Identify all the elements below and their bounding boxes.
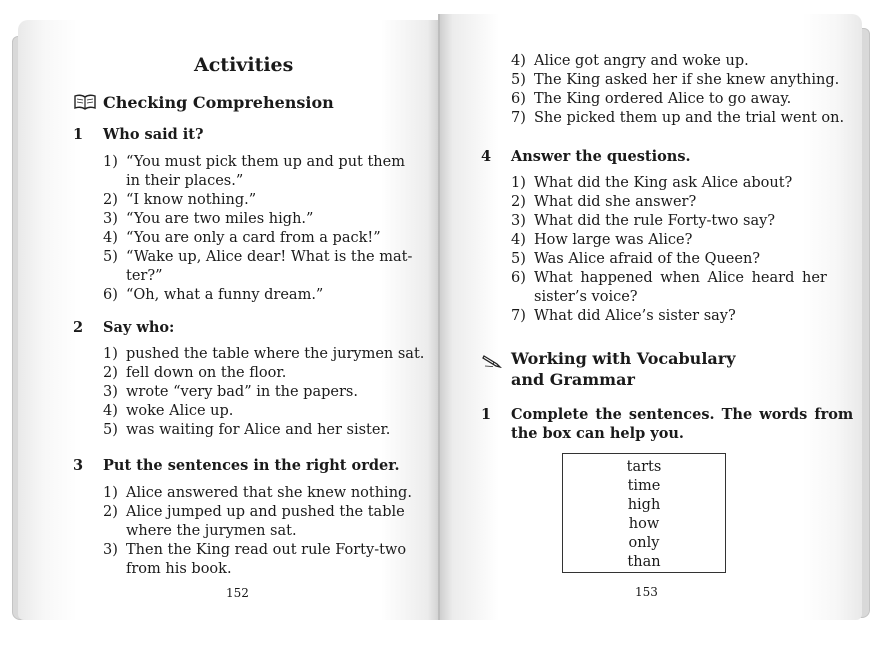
list-item: “You must pick them up and put them [126, 154, 405, 170]
exercise-title: Complete the sentences. The words from [511, 406, 854, 423]
item-number: 5) [103, 249, 118, 265]
list-item: What did the rule Forty-two say? [534, 213, 776, 229]
list-item: What did the King ask Alice about? [534, 175, 793, 191]
list-item: “Oh, what a funny dream.” [126, 287, 324, 303]
exercise-number: 1 [481, 406, 492, 423]
list-item: from his book. [126, 561, 232, 577]
list-item: How large was Alice? [534, 232, 693, 248]
list-item: “You are two miles high.” [126, 211, 314, 227]
item-number: 3) [103, 384, 118, 400]
item-number: 5) [511, 72, 526, 88]
right-page [440, 14, 862, 620]
word-box-item: high [627, 497, 661, 513]
exercise-title: the box can help you. [511, 425, 684, 442]
item-number: 7) [511, 308, 526, 324]
item-number: 5) [103, 422, 118, 438]
exercise-number: 1 [73, 126, 84, 143]
exercise-number: 3 [73, 457, 84, 474]
item-number: 4) [103, 230, 118, 246]
word-box-item: how [628, 516, 660, 532]
exercise-title: Say who: [103, 319, 175, 336]
exercise-number: 2 [73, 319, 84, 336]
list-item: The King ordered Alice to go away. [534, 91, 792, 107]
item-number: 6) [103, 287, 118, 303]
exercise-title: Who said it? [103, 126, 204, 143]
word-box-item: time [627, 478, 661, 494]
item-number: 5) [511, 251, 526, 267]
item-number: 7) [511, 110, 526, 126]
exercise-title: Answer the questions. [511, 148, 691, 165]
list-item: What did she answer? [534, 194, 697, 210]
list-item: where the jurymen sat. [126, 523, 297, 539]
item-number: 2) [511, 194, 526, 210]
item-number: 6) [511, 270, 526, 286]
exercise-number: 4 [481, 148, 492, 165]
item-number: 6) [511, 91, 526, 107]
item-number: 3) [511, 213, 526, 229]
list-item: Was Alice afraid of the Queen? [534, 251, 761, 267]
word-box-item: only [628, 535, 660, 551]
list-item: was waiting for Alice and her sister. [126, 422, 391, 438]
section-title-comprehension: Checking Comprehension [103, 93, 334, 112]
item-number: 2) [103, 192, 118, 208]
item-number: 2) [103, 504, 118, 520]
word-box-item: tarts [626, 459, 662, 475]
item-number: 1) [103, 346, 118, 362]
open-book-icon [74, 94, 96, 114]
page-number: 152 [226, 586, 249, 600]
list-item: pushed the table where the jurymen sat. [126, 346, 425, 362]
page-number: 153 [635, 585, 658, 599]
list-item: ter?” [126, 268, 163, 284]
item-number: 3) [103, 211, 118, 227]
list-item: Alice answered that she knew nothing. [126, 485, 412, 501]
item-number: 1) [103, 485, 118, 501]
list-item: fell down on the floor. [126, 365, 287, 381]
list-item: What happened when Alice heard her [534, 270, 827, 286]
list-item: Alice jumped up and pushed the table [126, 504, 405, 520]
item-number: 3) [103, 542, 118, 558]
word-box-item: than [627, 554, 661, 570]
list-item: sister’s voice? [534, 289, 638, 305]
item-number: 4) [511, 53, 526, 69]
list-item: “You are only a card from a pack!” [126, 230, 381, 246]
exercise-title: Put the sentences in the right order. [103, 457, 400, 474]
item-number: 1) [511, 175, 526, 191]
item-number: 4) [103, 403, 118, 419]
list-item: The King asked her if she knew anything. [534, 72, 840, 88]
list-item: Alice got angry and woke up. [534, 53, 749, 69]
item-number: 4) [511, 232, 526, 248]
list-item: “I know nothing.” [126, 192, 257, 208]
item-number: 2) [103, 365, 118, 381]
list-item: in their places.” [126, 173, 244, 189]
list-item: “Wake up, Alice dear! What is the mat- [126, 249, 413, 265]
list-item: She picked them up and the trial went on. [534, 110, 845, 126]
list-item: wrote “very bad” in the papers. [126, 384, 358, 400]
left-page [18, 20, 440, 620]
item-number: 1) [103, 154, 118, 170]
section-title-vocabulary: and Grammar [511, 370, 635, 389]
list-item: woke Alice up. [126, 403, 234, 419]
word-box [562, 453, 726, 573]
section-title-vocabulary: Working with Vocabulary [511, 349, 736, 368]
pencil-icon [482, 353, 502, 372]
page-heading: Activities [194, 54, 294, 76]
list-item: What did Alice’s sister say? [534, 308, 736, 324]
list-item: Then the King read out rule Forty-two [126, 542, 407, 558]
